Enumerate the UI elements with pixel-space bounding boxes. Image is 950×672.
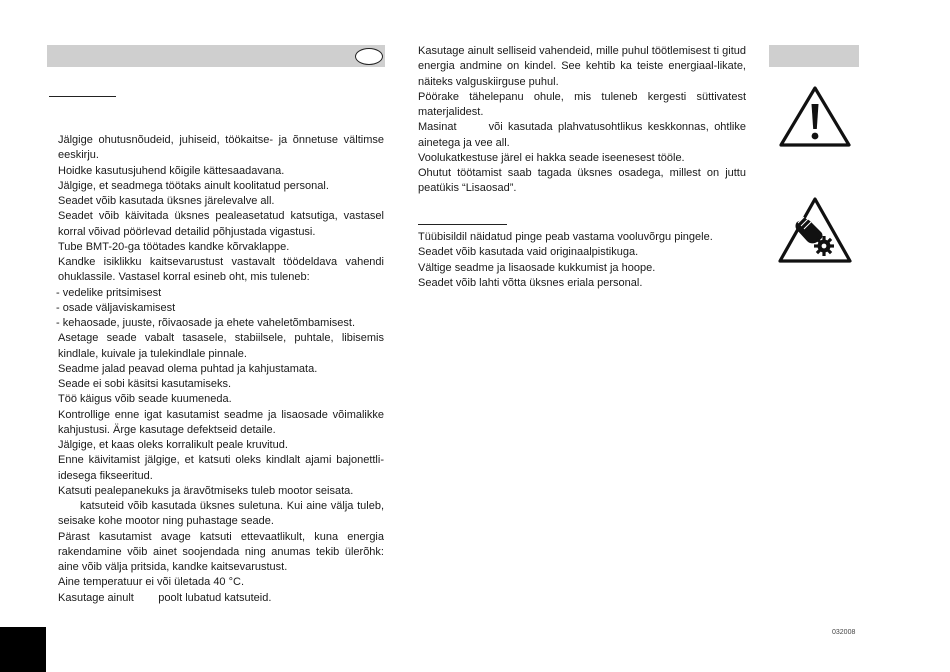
- paragraph: Kandke isiklikku kaitsevarustust vastavalt töödeldava vahendi ohuklassile. Vastasel korral esineb oht, mis tuleneb:: [58, 256, 384, 284]
- list-item: - kehaosade, juuste, rõivaosade ja ehete vaheletõmbamisest.: [56, 317, 356, 329]
- paragraph: Jälgige, et kaas oleks korralikult peale kruvitud.: [58, 439, 288, 451]
- section-header-bar: [47, 45, 385, 67]
- hand-entanglement-warning-icon: [777, 196, 853, 264]
- paragraph: Vältige seadme ja lisaosade kukkumist ja hoope.: [418, 261, 656, 274]
- middle-column-text-top: [418, 44, 750, 197]
- paragraph: Hoidke kasutusjuhend kõigile kättesaadavana.: [58, 164, 285, 177]
- list-item: - osade väljaviskamisest: [56, 301, 176, 314]
- paragraph: Katsuti pealepanekuks ja äravõtmiseks tuleb mootor seisata.: [58, 484, 354, 497]
- paragraph: katsuteid võib kasutada üksnes suletuna. Kui aine välja tuleb, seisake kohe mootor ning puhastage seade.: [58, 500, 384, 528]
- paragraph: Ohutut töötamist saab tagada üksnes osadega, millest on juttu peatükis “Lisaosad”.: [418, 167, 746, 195]
- list-item: - vedelike pritsimisest: [56, 286, 162, 299]
- paragraph: Tüübisildil näidatud pinge peab vastama vooluvõrgu pingele.: [418, 231, 713, 243]
- header-oval-marker: [355, 48, 383, 65]
- left-heading-rule: [49, 96, 116, 97]
- paragraph: Asetage seade vabalt tasasele, stabiilsele, puhtale, libisemis kindlale, kuivale ja tulekindlale pinnale.: [58, 332, 384, 360]
- middle-heading-rule: [418, 224, 507, 225]
- side-header-bar: [769, 45, 859, 67]
- paragraph: Jälgige, et seadmega töötaks ainult koolitatud personal.: [58, 179, 329, 192]
- paragraph: Masinat või kasutada plahvatusohtlikus keskkonnas, ohtlike ainetega ja vee all.: [418, 121, 750, 149]
- document-code: 032008: [832, 629, 856, 636]
- paragraph: Töö käigus võib seade kuumeneda.: [58, 393, 232, 406]
- paragraph: Seade ei sobi käsitsi kasutamiseks.: [58, 378, 232, 390]
- paragraph: Seadet võib kasutada üksnes järelevalve all.: [58, 195, 275, 207]
- paragraph: Jälgige ohutusnõudeid, juhiseid, töökaitse- ja õnnetuse vältimse eeskirju.: [58, 134, 384, 162]
- paragraph: Seadet võib lahti võtta üksnes eriala personal.: [418, 276, 643, 289]
- middle-column-text-bottom: [418, 230, 746, 291]
- paragraph: Seadet võib kasutada vaid originaalpistikuga.: [418, 246, 639, 259]
- paragraph: Aine temperatuur ei või ületada 40 °C.: [58, 576, 245, 589]
- paragraph: Kasutage ainult selliseid vahendeid, mille puhul töötlemisest ti gitud energia andmine on kindel. See kehtib ka teiste energiaal-likate, näiteks valguskiirguse puhul.: [418, 45, 746, 88]
- paragraph: Kasutage ainult poolt lubatud katsuteid.: [58, 591, 272, 604]
- paragraph: Kontrollige enne igat kasutamist seadme ja lisaosade võimalikke kahjustusi. Ärge kasutage defektseid detaile.: [58, 408, 384, 436]
- page-corner-marker: [0, 627, 46, 672]
- left-column-text: [58, 133, 384, 606]
- warning-triangle-icon: [778, 84, 852, 148]
- paragraph: Pöörake tähelepanu ohule, mis tuleneb kergesti süttivatest materjalidest.: [418, 90, 746, 118]
- paragraph: Seadet võib käivitada üksnes pealeasetatud katsutiga, vastasel korral võivad pöörlevad detailid põhjustada vigastusi.: [58, 210, 384, 238]
- paragraph: Enne käivitamist jälgige, et katsuti oleks kindlalt ajami bajonettli-idesega fikseeritud.: [58, 454, 384, 482]
- paragraph: Seadme jalad peavad olema puhtad ja kahjustamata.: [58, 362, 318, 375]
- paragraph: Pärast kasutamist avage katsuti ettevaatlikult, kuna energia rakendamine võib ainet soojendada ning anumas tekib ülerõhk: aine võib välja pritsida, kandke kaitsevarustust.: [58, 530, 384, 573]
- paragraph: Tube BMT-20-ga töötades kandke kõrvaklappe.: [58, 240, 290, 253]
- paragraph: Voolukatkestuse järel ei hakka seade iseenesest tööle.: [418, 151, 685, 164]
